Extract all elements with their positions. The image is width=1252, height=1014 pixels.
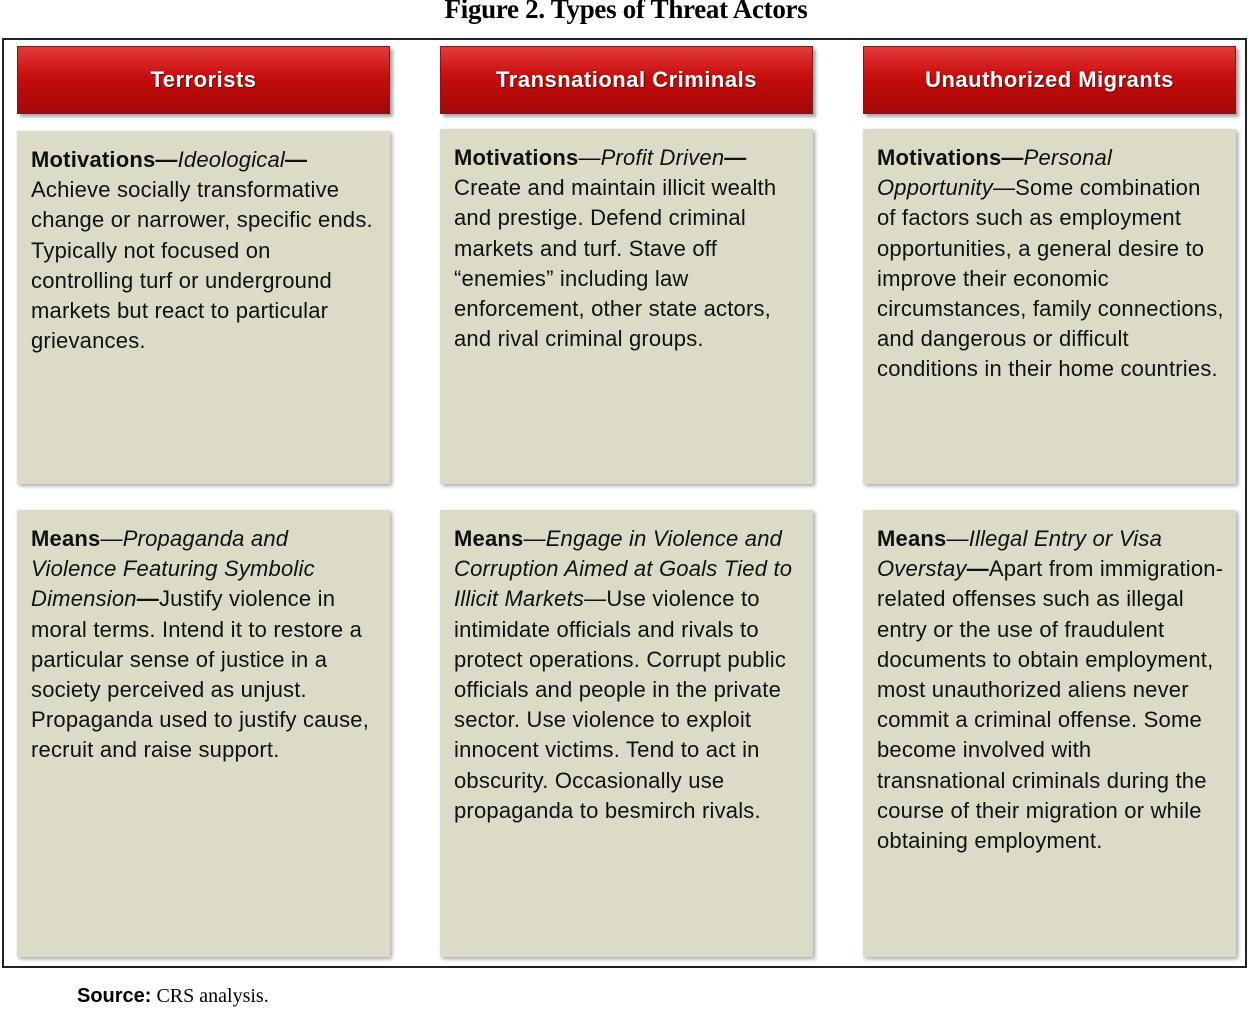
- motivations-label: Motivations—: [31, 147, 178, 172]
- source-text: CRS analysis.: [156, 985, 269, 1007]
- motivations-type: Profit Driven: [600, 145, 725, 170]
- motivations-label: Motivations—: [877, 145, 1024, 170]
- means-type: Illegal Entry or Visa Overstay: [877, 526, 1163, 582]
- means-separator: —: [136, 586, 159, 612]
- migrants-means-cell: [863, 510, 1236, 957]
- means-label: Means: [31, 526, 101, 551]
- motivations-lead: —: [578, 145, 601, 170]
- criminals-means-cell: [440, 510, 813, 957]
- means-type: Propaganda and Violence Featuring Symbolic Dimension: [31, 526, 315, 612]
- means-type: Engage in Violence and Corruption Aimed at Goals Tied to Illicit Markets: [454, 526, 793, 612]
- source-note: [77, 985, 269, 1008]
- motivations-separator: —: [285, 147, 308, 172]
- means-text: Justify violence in moral terms. Intend it to restore a particular sense of justice in a society perceived as unjust. Propaganda used to justify cause, recruit and raise support.: [31, 586, 370, 763]
- means-lead: —: [100, 526, 123, 551]
- motivations-type: Personal Opportunity: [877, 145, 1113, 201]
- means-text: Use violence to intimidate officials and rivals to protect operations. Corrupt public officials and people in the private sector. Use violence to exploit innocent victims. Tend to act in obscurity. Occasionally use propaganda to besmirch rivals.: [454, 586, 787, 823]
- motivations-separator: —: [992, 175, 1016, 201]
- header-transnational-criminals: Transnational Criminals: [440, 46, 813, 114]
- means-separator: —: [966, 556, 989, 582]
- motivations-text: Create and maintain illicit wealth and prestige. Defend criminal markets and turf. Stave off “enemies” including law enforcement, other state actors, and rival criminal groups.: [454, 175, 777, 352]
- means-lead: —: [523, 526, 546, 551]
- header-terrorists: Terrorists: [17, 46, 390, 114]
- criminals-motivations-cell: [440, 129, 813, 484]
- means-text: Apart from immigration-related offenses such as illegal entry or the use of fraudulent documents to obtain employment, most unauthorized aliens never commit a criminal offense. Some become involved with transnational criminals during the course of their migration or while obtaining employment.: [877, 556, 1224, 854]
- source-label: Source:: [77, 985, 152, 1007]
- figure-title: Figure 2. Types of Threat Actors: [444, 0, 808, 24]
- means-label: Means: [877, 526, 947, 551]
- terrorists-motivations-cell: [17, 131, 390, 484]
- motivations-type: Ideological: [177, 147, 286, 172]
- motivations-separator: —: [724, 145, 747, 170]
- means-lead: —: [946, 526, 969, 551]
- means-separator: —: [584, 586, 607, 612]
- migrants-motivations-cell: [863, 129, 1236, 484]
- motivations-text: Some combination of factors such as employment opportunities, a general desire to improve their economic circumstances, family connections, and dangerous or difficult conditions in their home countries.: [877, 175, 1224, 382]
- header-unauthorized-migrants: Unauthorized Migrants: [863, 46, 1236, 114]
- motivations-text: Achieve socially transformative change or narrower, specific ends. Typically not focused on controlling turf or underground markets but react to particular grievances.: [31, 177, 373, 354]
- means-label: Means: [454, 526, 524, 551]
- motivations-label: Motivations: [454, 145, 579, 170]
- terrorists-means-cell: [17, 510, 390, 957]
